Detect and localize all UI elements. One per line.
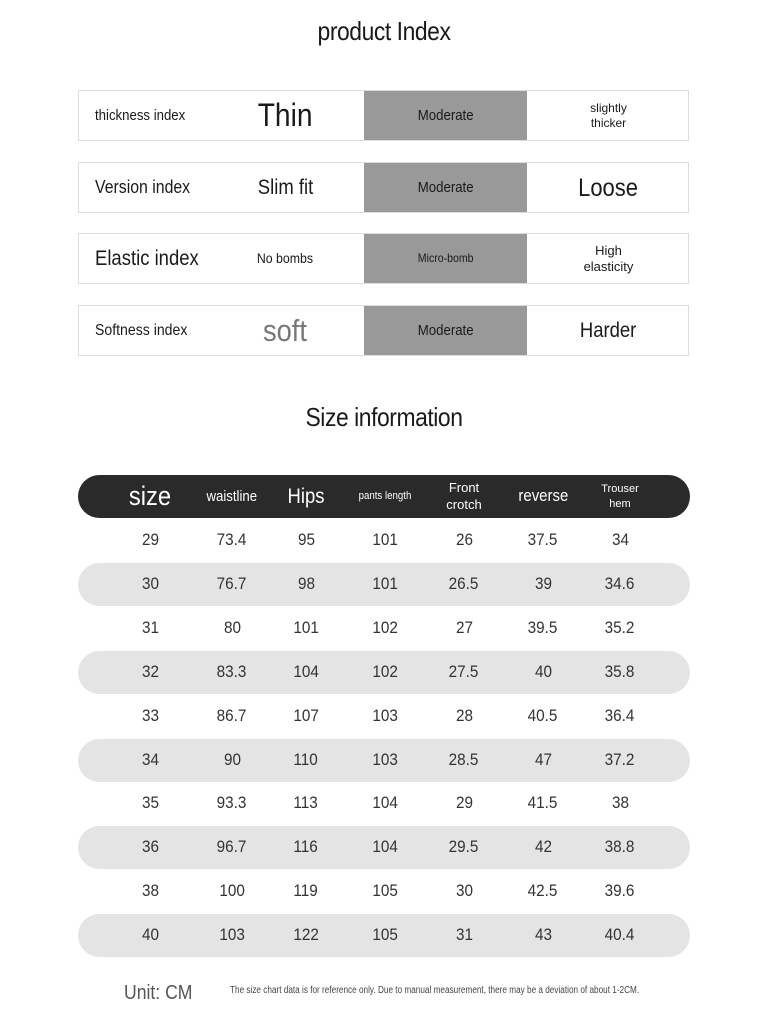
cell-front-crotch: 28 — [455, 706, 473, 726]
table-row — [78, 870, 690, 913]
cell-pants-length: 103 — [372, 706, 398, 726]
index-option-high: Loose — [578, 173, 639, 202]
cell-reverse: 40.5 — [528, 706, 558, 726]
cell-front-crotch: 31 — [455, 925, 473, 945]
table-row — [78, 563, 690, 606]
cell-pants-length: 104 — [372, 793, 398, 813]
index-row-version — [78, 162, 689, 213]
header-front-crotch: Front crotch — [446, 479, 482, 512]
cell-reverse: 40 — [534, 662, 552, 682]
cell-size: 33 — [141, 706, 160, 726]
cell-front-crotch: 27 — [455, 618, 473, 638]
cell-trouser-hem: 39.6 — [605, 881, 635, 901]
index-row-softness — [78, 305, 689, 356]
cell-size: 31 — [141, 618, 160, 638]
cell-waistline: 96.7 — [217, 837, 247, 857]
cell-pants-length: 105 — [372, 925, 398, 945]
index-label: Softness index — [95, 321, 188, 339]
table-row — [78, 826, 690, 869]
cell-pants-length: 102 — [372, 662, 398, 682]
header-size: size — [129, 480, 172, 511]
cell-hips: 113 — [293, 793, 319, 813]
product-index-title: product Index — [317, 16, 451, 46]
cell-reverse: 42.5 — [528, 881, 558, 901]
cell-reverse: 42 — [534, 837, 552, 857]
index-option-low: Thin — [257, 97, 313, 134]
cell-pants-length: 104 — [372, 837, 398, 857]
cell-trouser-hem: 34 — [611, 530, 629, 550]
index-option-high: High elasticity — [583, 242, 634, 274]
table-row — [78, 651, 690, 694]
cell-hips: 104 — [293, 662, 319, 682]
index-label: thickness index — [95, 106, 186, 124]
cell-pants-length: 103 — [372, 750, 398, 770]
cell-size: 38 — [141, 881, 160, 901]
cell-size: 36 — [141, 837, 160, 857]
cell-waistline: 86.7 — [217, 706, 247, 726]
header-pants-length: pants length — [358, 490, 412, 503]
index-option-high: Harder — [580, 318, 637, 342]
index-label: Elastic index — [95, 246, 199, 270]
cell-hips: 98 — [297, 574, 315, 594]
index-option-high: slightly thicker — [590, 101, 627, 130]
size-information-title: Size information — [305, 402, 463, 432]
index-row-elastic — [78, 233, 689, 284]
cell-front-crotch: 29.5 — [449, 837, 479, 857]
cell-size: 40 — [141, 925, 160, 945]
cell-size: 32 — [141, 662, 160, 682]
cell-trouser-hem: 38 — [611, 793, 629, 813]
cell-trouser-hem: 37.2 — [605, 750, 635, 770]
cell-reverse: 47 — [534, 750, 552, 770]
cell-size: 34 — [141, 750, 160, 770]
header-trouser-hem: Trouser hem — [601, 483, 639, 510]
cell-pants-length: 105 — [372, 881, 398, 901]
cell-front-crotch: 27.5 — [449, 662, 479, 682]
table-row — [78, 519, 690, 562]
cell-size: 29 — [141, 530, 160, 550]
cell-trouser-hem: 38.8 — [605, 837, 635, 857]
index-option-low: Slim fit — [257, 175, 313, 199]
cell-trouser-hem: 35.2 — [605, 618, 635, 638]
cell-waistline: 80 — [223, 618, 241, 638]
cell-waistline: 76.7 — [217, 574, 247, 594]
cell-pants-length: 101 — [372, 530, 398, 550]
header-reverse: reverse — [518, 486, 568, 506]
disclaimer-note: The size chart data is for reference only. Due to manual measurement, there may be a deviation of about 1-2CM. — [230, 985, 640, 996]
table-row — [78, 782, 690, 825]
cell-front-crotch: 30 — [455, 881, 473, 901]
cell-waistline: 90 — [223, 750, 241, 770]
cell-size: 30 — [141, 574, 160, 594]
table-row — [78, 914, 690, 957]
table-row — [78, 607, 690, 650]
table-row — [78, 695, 690, 738]
cell-front-crotch: 28.5 — [449, 750, 479, 770]
cell-hips: 119 — [293, 881, 319, 901]
size-table-header — [78, 475, 690, 518]
index-option-low: No bombs — [256, 250, 314, 267]
cell-trouser-hem: 36.4 — [605, 706, 635, 726]
index-label: Version index — [95, 176, 191, 197]
cell-size: 35 — [141, 793, 160, 813]
cell-hips: 116 — [293, 837, 319, 857]
header-waistline: waistline — [206, 487, 258, 505]
index-row-thickness — [78, 90, 689, 141]
cell-trouser-hem: 34.6 — [605, 574, 635, 594]
header-hips: Hips — [287, 484, 325, 508]
cell-hips: 110 — [293, 750, 319, 770]
index-option-mid-selected: Moderate — [364, 306, 527, 355]
cell-hips: 107 — [293, 706, 319, 726]
cell-front-crotch: 26.5 — [449, 574, 479, 594]
index-option-mid-selected: Moderate — [364, 91, 527, 140]
index-option-mid-selected: Moderate — [364, 163, 527, 212]
cell-hips: 122 — [293, 925, 319, 945]
cell-waistline: 93.3 — [217, 793, 247, 813]
cell-waistline: 100 — [219, 881, 245, 901]
index-option-low: soft — [263, 312, 307, 348]
cell-reverse: 39 — [534, 574, 552, 594]
cell-front-crotch: 29 — [455, 793, 473, 813]
cell-reverse: 39.5 — [528, 618, 558, 638]
cell-waistline: 83.3 — [217, 662, 247, 682]
cell-front-crotch: 26 — [455, 530, 473, 550]
cell-reverse: 43 — [534, 925, 552, 945]
unit-label: Unit: CM — [124, 982, 193, 1004]
table-row — [78, 739, 690, 782]
index-option-mid-selected: Micro-bomb — [364, 234, 527, 283]
cell-reverse: 41.5 — [528, 793, 558, 813]
cell-waistline: 73.4 — [217, 530, 247, 550]
cell-reverse: 37.5 — [528, 530, 558, 550]
cell-pants-length: 102 — [372, 618, 398, 638]
cell-waistline: 103 — [219, 925, 245, 945]
cell-trouser-hem: 40.4 — [605, 925, 635, 945]
cell-hips: 95 — [297, 530, 315, 550]
cell-hips: 101 — [293, 618, 319, 638]
cell-trouser-hem: 35.8 — [605, 662, 635, 682]
cell-pants-length: 101 — [372, 574, 398, 594]
